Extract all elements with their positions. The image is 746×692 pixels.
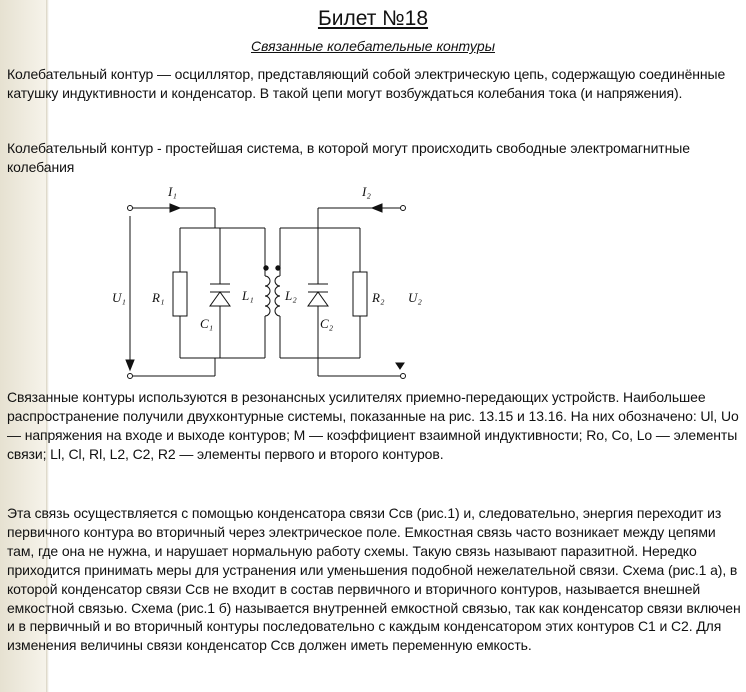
resistor-r2 xyxy=(353,272,367,316)
paragraph-capacitive-coupling: Эта связь осуществляется с помощью конденсатора связи Ссв (рис.1) и, следовательно, энергия переходит из первичного контура во вторичный через электрическое поле. Емкостная связь часто возникает между цепями там, где она не нужна, и нарушает нормальную работу схемы. Такую связь называют паразитной. Нередко приходится принимать меры для устранения или уменьшения подобной нежелательной связи. Схема (рис.1 а), в которой конденсатор связи Ссв не входит в состав первичного и вторичного контуров, называется внешней емкостной связью. Схема (рис.1 б) называется внутренней емкостной связью, так как конденсатор связи включен и в первичный и во вторичный контуры последовательно с каждым конденсатором этих контуров С1 и С2. Для изменения величины связи конденсатор Ссв должен иметь переменную емкость. xyxy=(7,505,741,654)
current-i1-arrow-icon xyxy=(170,204,180,212)
output-terminal-bottom xyxy=(401,374,406,379)
label-i1: I₁ xyxy=(168,184,177,199)
output-terminal-top xyxy=(401,206,406,211)
label-u2: U₂ xyxy=(408,290,422,305)
label-r1: R₁ xyxy=(152,290,165,305)
label-l1: L₁ xyxy=(242,288,254,303)
label-u1: U₁ xyxy=(112,290,126,305)
resistor-r1 xyxy=(173,272,187,316)
current-i2-arrow-icon xyxy=(372,204,382,212)
paragraph-definition: Колебательный контур — осциллятор, представляющий собой электрическую цепь, содержащую соединённые катушку индуктивности и конденсатор. В такой цепи могут возбуждаться колебания тока (и напряжения). xyxy=(7,66,726,101)
label-i2: I₂ xyxy=(362,184,371,199)
u1-arrow-icon xyxy=(126,360,134,370)
coupling-dot-l1 xyxy=(264,266,268,270)
label-c2: C₂ xyxy=(320,316,334,331)
paragraph-coupled-circuits: Связанные контуры используются в резонансных усилителях приемно-передающих устройств. Наибольшее распространение получили двухконтурные системы, показанные на рис. 13.15 и 13.16. На них обозначено: Ul, Uo — напряжения на входе и выходе контуров; M — коэффициент взаимной индуктивности; Ro, Co, Lo — элементы связи; Ll, Cl, Rl, L2, C2, R2 — элементы первого и второго контуров. xyxy=(7,389,739,462)
input-terminal-bottom xyxy=(128,374,133,379)
label-l2: L₂ xyxy=(285,288,297,303)
inductor-l1 xyxy=(265,276,270,316)
coupled-circuits-diagram xyxy=(100,176,420,386)
label-r2: R₂ xyxy=(372,290,385,305)
label-c1: C₁ xyxy=(200,316,214,331)
input-terminal-top xyxy=(128,206,133,211)
varicap-c1-icon xyxy=(210,292,230,306)
ticket-title: Билет №18 xyxy=(317,7,429,30)
varicap-c2-icon xyxy=(308,292,328,306)
coupling-dot-l2 xyxy=(276,266,280,270)
ticket-subtitle: Связанные колебательные контуры xyxy=(250,38,495,54)
paragraph-simple-system: Колебательный контур - простейшая система, в которой могут происходить свободные электромагнитные колебания xyxy=(7,140,690,175)
inductor-l2 xyxy=(275,276,280,316)
output-marker-icon xyxy=(396,363,404,369)
